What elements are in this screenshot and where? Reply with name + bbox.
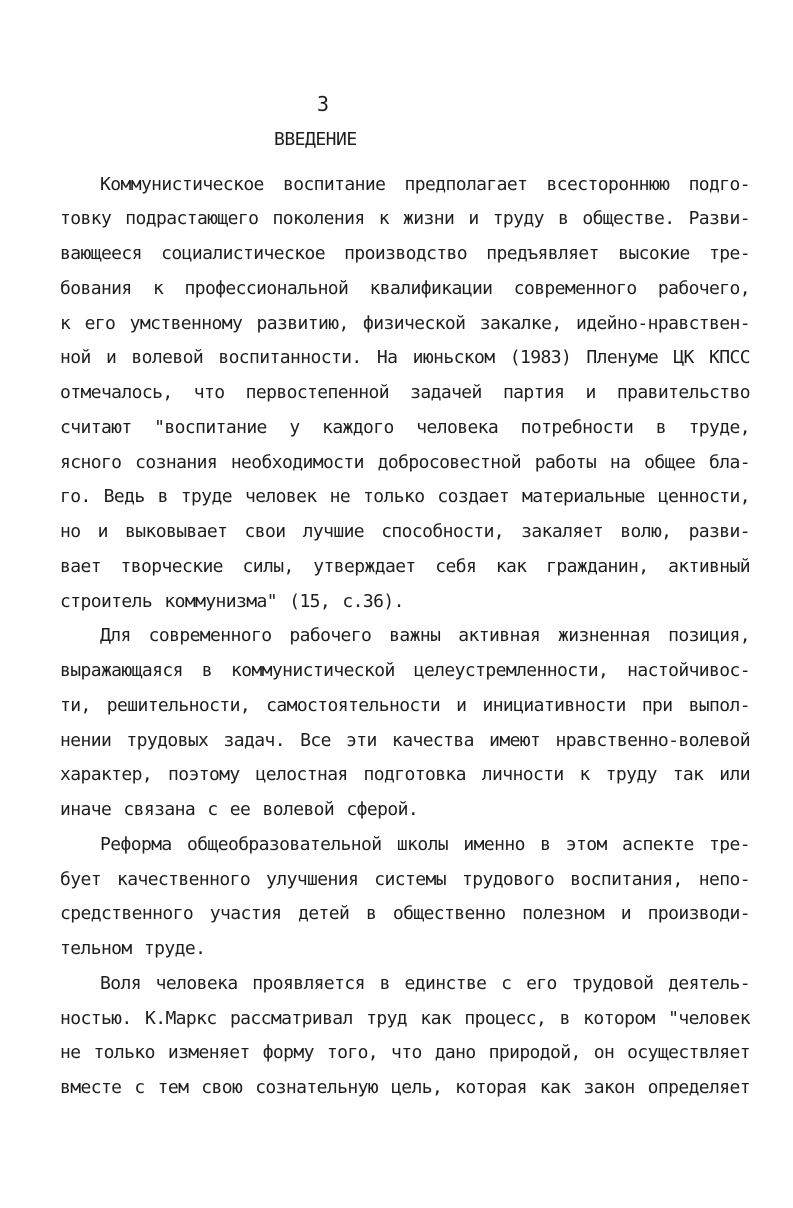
text-line: товку подрастающего поколения к жизни и труду в обществе. Разви-: [60, 208, 750, 229]
text-line: Для современного рабочего важны активная жизненная позиция,: [100, 625, 750, 646]
text-line: ной и волевой воспитанности. На июньском (1983) Пленуме ЦК КПСС: [60, 347, 750, 368]
text-line: ясного сознания необходимости добросовестной работы на общее бла-: [60, 452, 750, 473]
text-line: нении трудовых задач. Все эти качества имеют нравственно-волевой: [60, 730, 750, 751]
text-line: считают "воспитание у каждого человека потребности в труде,: [60, 417, 750, 438]
text-line: вающееся социалистическое производство предъявляет высокие тре-: [60, 243, 750, 264]
text-line: Коммунистическое воспитание предполагает всестороннюю подго-: [100, 174, 750, 195]
text-line: строитель коммунизма" (15, с.36).: [60, 591, 404, 612]
text-line: ностью. К.Маркс рассматривал труд как процесс, в котором "человек: [60, 1008, 750, 1029]
text-line: характер, поэтому целостная подготовка личности к труду так или: [60, 764, 750, 785]
page-number: 3: [317, 92, 330, 116]
text-line: выражающаяся в коммунистической целеустремленности, настойчивос-: [60, 660, 750, 681]
text-line: го. Ведь в труде человек не только создает материальные ценности,: [60, 486, 750, 507]
text-line: вает творческие силы, утверждает себя как гражданин, активный: [60, 556, 750, 577]
text-line: бует качественного улучшения системы трудового воспитания, непо-: [60, 869, 750, 890]
text-line: иначе связана с ее волевой сферой.: [60, 799, 419, 820]
text-line: тельном труде.: [60, 938, 206, 959]
text-line: Реформа общеобразовательной школы именно в этом аспекте тре-: [100, 834, 750, 855]
text-line: Воля человека проявляется в единстве с его трудовой деятель-: [100, 973, 750, 994]
text-line: ти, решительности, самостоятельности и инициативности при выпол-: [60, 695, 750, 716]
text-line: бования к профессиональной квалификации современного рабочего,: [60, 278, 750, 299]
text-line: отмечалось, что первостепенной задачей партия и правительство: [60, 382, 750, 403]
text-line: но и выковывает свои лучшие способности, закаляет волю, разви-: [60, 521, 750, 542]
text-line: средственного участия детей в общественно полезном и производи-: [60, 903, 750, 924]
text-line: к его умственному развитию, физической закалке, идейно-нравствен-: [60, 313, 750, 334]
text-line: вместе с тем свою сознательную цель, которая как закон определяет: [60, 1077, 750, 1098]
section-heading: ВВЕДЕНИЕ: [274, 129, 357, 150]
text-line: не только изменяет форму того, что дано природой, он осуществляет: [60, 1042, 750, 1063]
